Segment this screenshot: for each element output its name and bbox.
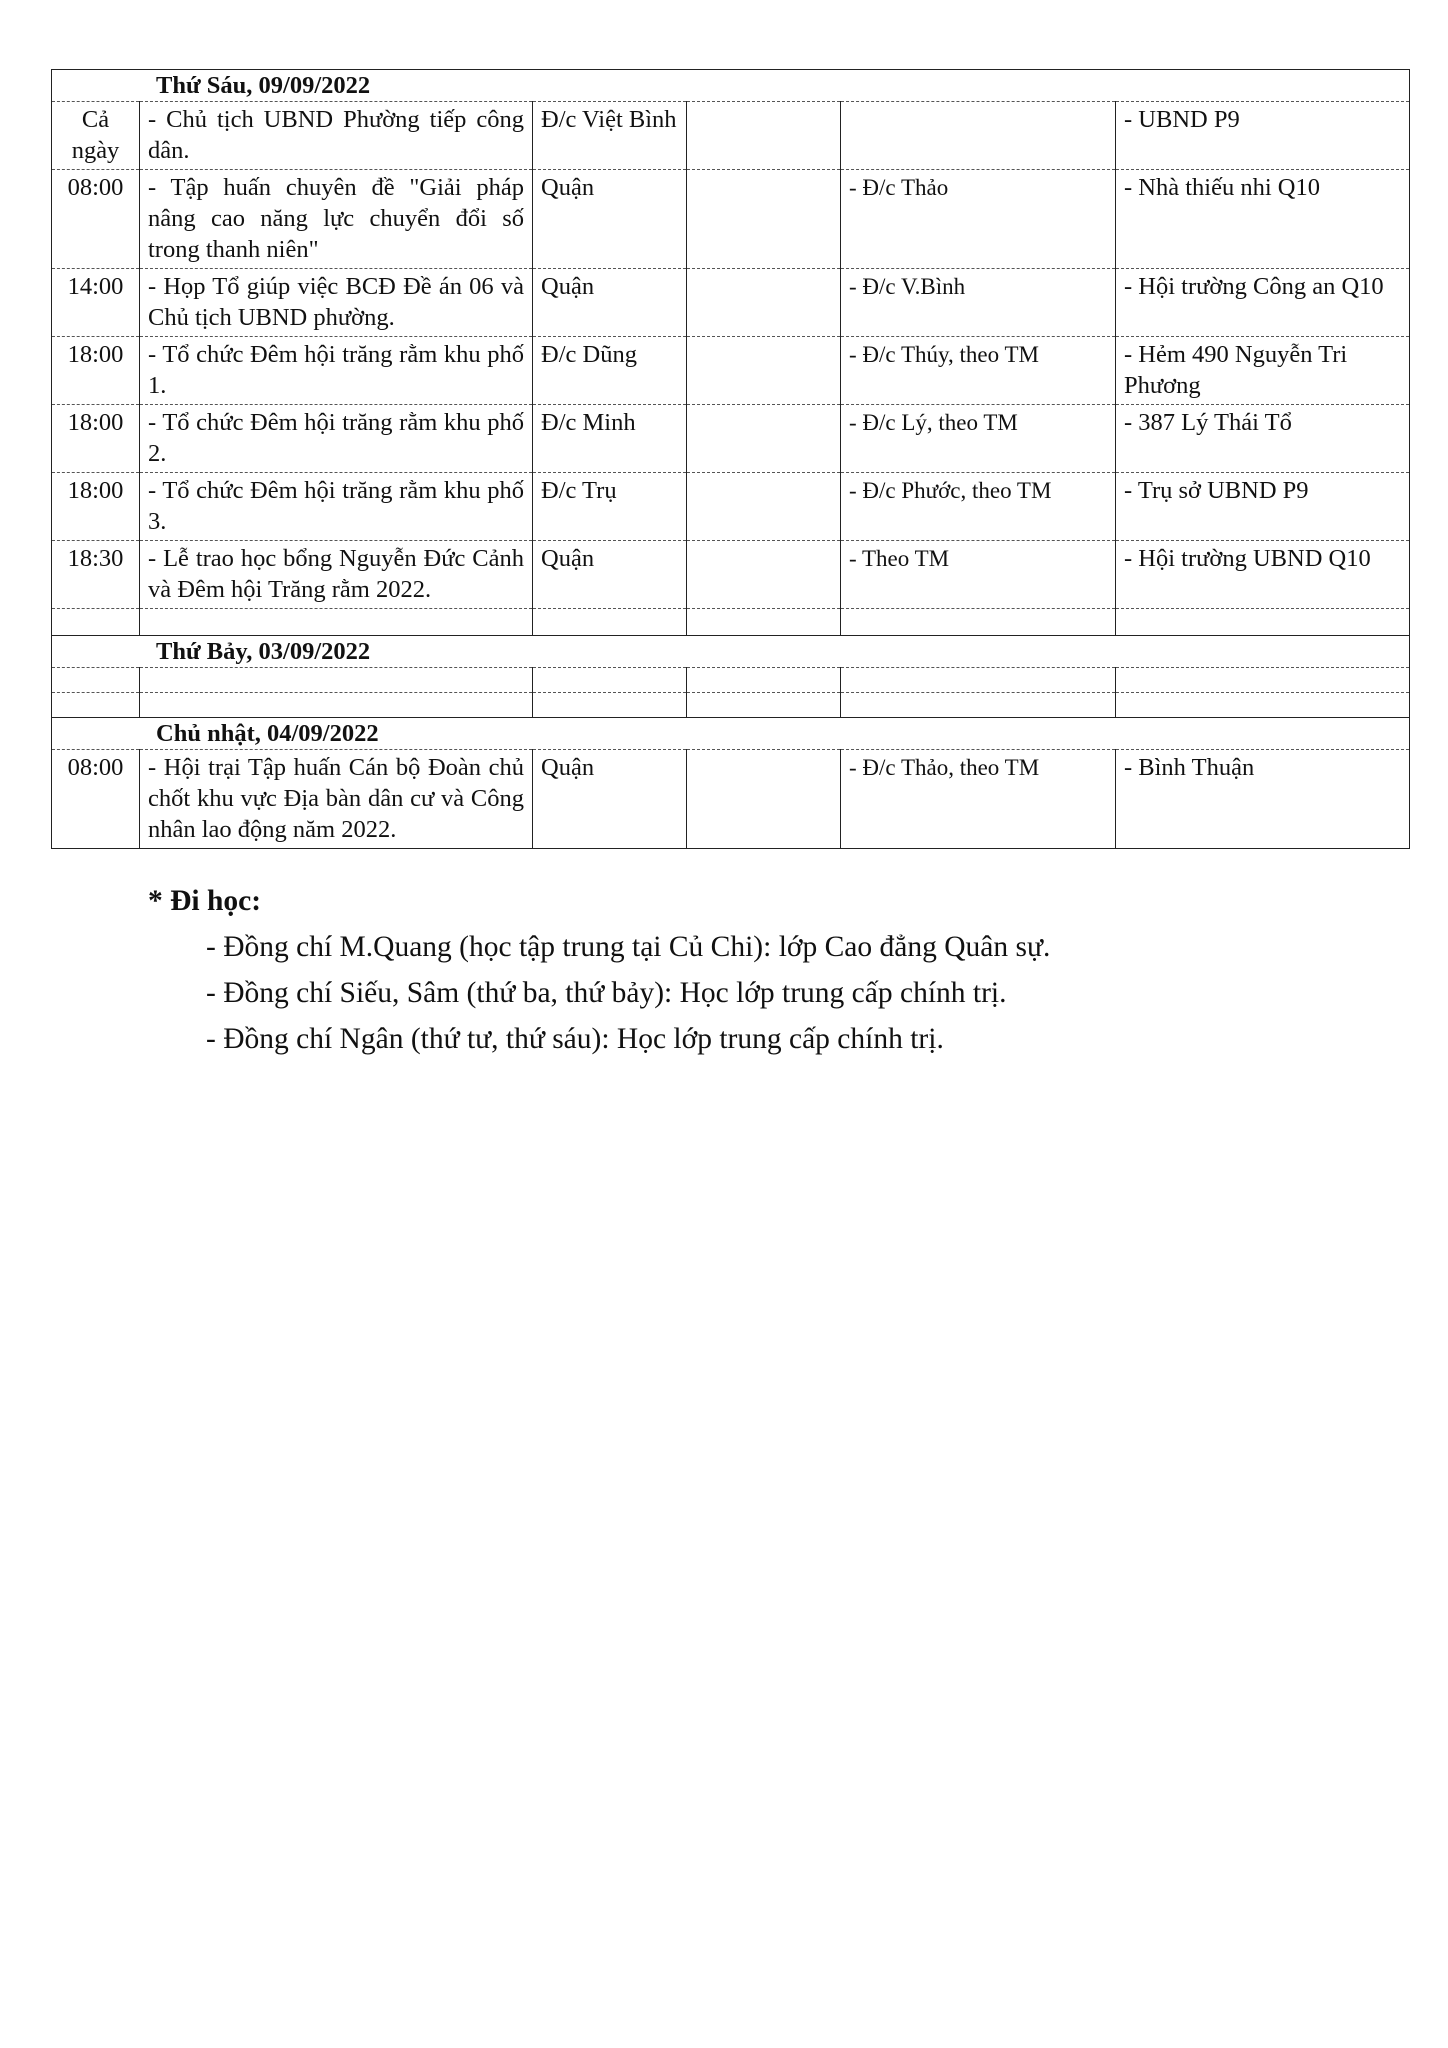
row-place: - 387 Lý Thái Tổ bbox=[1116, 405, 1410, 473]
row-content: - Họp Tổ giúp việc BCĐ Đề án 06 và Chủ tịch UBND phường. bbox=[140, 269, 533, 337]
row-host: Đ/c Trụ bbox=[533, 473, 687, 541]
day-header-saturday bbox=[52, 636, 1410, 668]
row-attend bbox=[687, 269, 841, 337]
row-place: - Nhà thiếu nhi Q10 bbox=[1116, 170, 1410, 269]
row-place: - Trụ sở UBND P9 bbox=[1116, 473, 1410, 541]
row-content: - Tổ chức Đêm hội trăng rằm khu phố 1. bbox=[140, 337, 533, 405]
row-time: 18:00 bbox=[52, 405, 140, 473]
schedule-row bbox=[52, 750, 1410, 849]
row-time: 18:00 bbox=[52, 473, 140, 541]
row-content: - Chủ tịch UBND Phường tiếp công dân. bbox=[140, 102, 533, 170]
notes-item: - Đồng chí Ngân (thứ tư, thứ sáu): Học lớp trung cấp chính trị. bbox=[206, 1023, 944, 1055]
schedule-row bbox=[52, 337, 1410, 405]
row-attend bbox=[687, 750, 841, 849]
row-content: - Hội trại Tập huấn Cán bộ Đoàn chủ chốt khu vực Địa bàn dân cư và Công nhân lao động năm 2022. bbox=[140, 750, 533, 849]
row-representative: - Đ/c Thảo bbox=[841, 170, 1116, 269]
row-representative: - Theo TM bbox=[841, 541, 1116, 609]
schedule-row bbox=[52, 170, 1410, 269]
row-representative: - Đ/c Phước, theo TM bbox=[841, 473, 1116, 541]
row-host: Đ/c Minh bbox=[533, 405, 687, 473]
schedule-table bbox=[51, 69, 1410, 849]
study-notes bbox=[148, 878, 1050, 1062]
row-attend bbox=[687, 541, 841, 609]
day-header-label: Thứ Bảy, 03/09/2022 bbox=[156, 638, 371, 665]
row-content: - Tổ chức Đêm hội trăng rằm khu phố 3. bbox=[140, 473, 533, 541]
empty-row bbox=[52, 693, 1410, 718]
schedule-row bbox=[52, 473, 1410, 541]
row-place: - UBND P9 bbox=[1116, 102, 1410, 170]
notes-item: - Đồng chí Siếu, Sâm (thứ ba, thứ bảy): Học lớp trung cấp chính trị. bbox=[206, 977, 1007, 1009]
row-representative: - Đ/c V.Bình bbox=[841, 269, 1116, 337]
row-host: Quận bbox=[533, 541, 687, 609]
row-time: 14:00 bbox=[52, 269, 140, 337]
row-place: - Bình Thuận bbox=[1116, 750, 1410, 849]
row-attend bbox=[687, 473, 841, 541]
row-attend bbox=[687, 102, 841, 170]
day-header-sunday bbox=[52, 718, 1410, 750]
day-header-friday bbox=[52, 70, 1410, 102]
row-time: Cả ngày bbox=[52, 102, 140, 170]
row-attend bbox=[687, 337, 841, 405]
row-content: - Tổ chức Đêm hội trăng rằm khu phố 2. bbox=[140, 405, 533, 473]
row-host: Quận bbox=[533, 269, 687, 337]
row-time: 08:00 bbox=[52, 750, 140, 849]
row-time: 18:30 bbox=[52, 541, 140, 609]
row-attend bbox=[687, 170, 841, 269]
notes-item: - Đồng chí M.Quang (học tập trung tại Củ Chi): lớp Cao đẳng Quân sự. bbox=[206, 931, 1051, 963]
day-header-label: Chủ nhật, 04/09/2022 bbox=[156, 720, 379, 747]
row-attend bbox=[687, 405, 841, 473]
schedule-row bbox=[52, 405, 1410, 473]
row-host: Quận bbox=[533, 170, 687, 269]
row-representative: - Đ/c Thúy, theo TM bbox=[841, 337, 1116, 405]
row-host: Đ/c Dũng bbox=[533, 337, 687, 405]
empty-row bbox=[52, 668, 1410, 693]
row-time: 08:00 bbox=[52, 170, 140, 269]
empty-row bbox=[52, 609, 1410, 636]
notes-title: * Đi học: bbox=[148, 885, 262, 917]
day-header-label: Thứ Sáu, 09/09/2022 bbox=[156, 72, 371, 99]
schedule-row bbox=[52, 102, 1410, 170]
schedule-row bbox=[52, 541, 1410, 609]
row-host: Quận bbox=[533, 750, 687, 849]
row-time: 18:00 bbox=[52, 337, 140, 405]
schedule-row bbox=[52, 269, 1410, 337]
row-representative: - Đ/c Thảo, theo TM bbox=[841, 750, 1116, 849]
row-host: Đ/c Việt Bình bbox=[533, 102, 687, 170]
row-place: - Hẻm 490 Nguyễn Tri Phương bbox=[1116, 337, 1410, 405]
row-content: - Tập huấn chuyên đề "Giải pháp nâng cao năng lực chuyển đổi số trong thanh niên" bbox=[140, 170, 533, 269]
row-representative: - Đ/c Lý, theo TM bbox=[841, 405, 1116, 473]
row-place: - Hội trường UBND Q10 bbox=[1116, 541, 1410, 609]
row-content: - Lễ trao học bổng Nguyễn Đức Cảnh và Đêm hội Trăng rằm 2022. bbox=[140, 541, 533, 609]
row-place: - Hội trường Công an Q10 bbox=[1116, 269, 1410, 337]
row-representative bbox=[841, 102, 1116, 170]
